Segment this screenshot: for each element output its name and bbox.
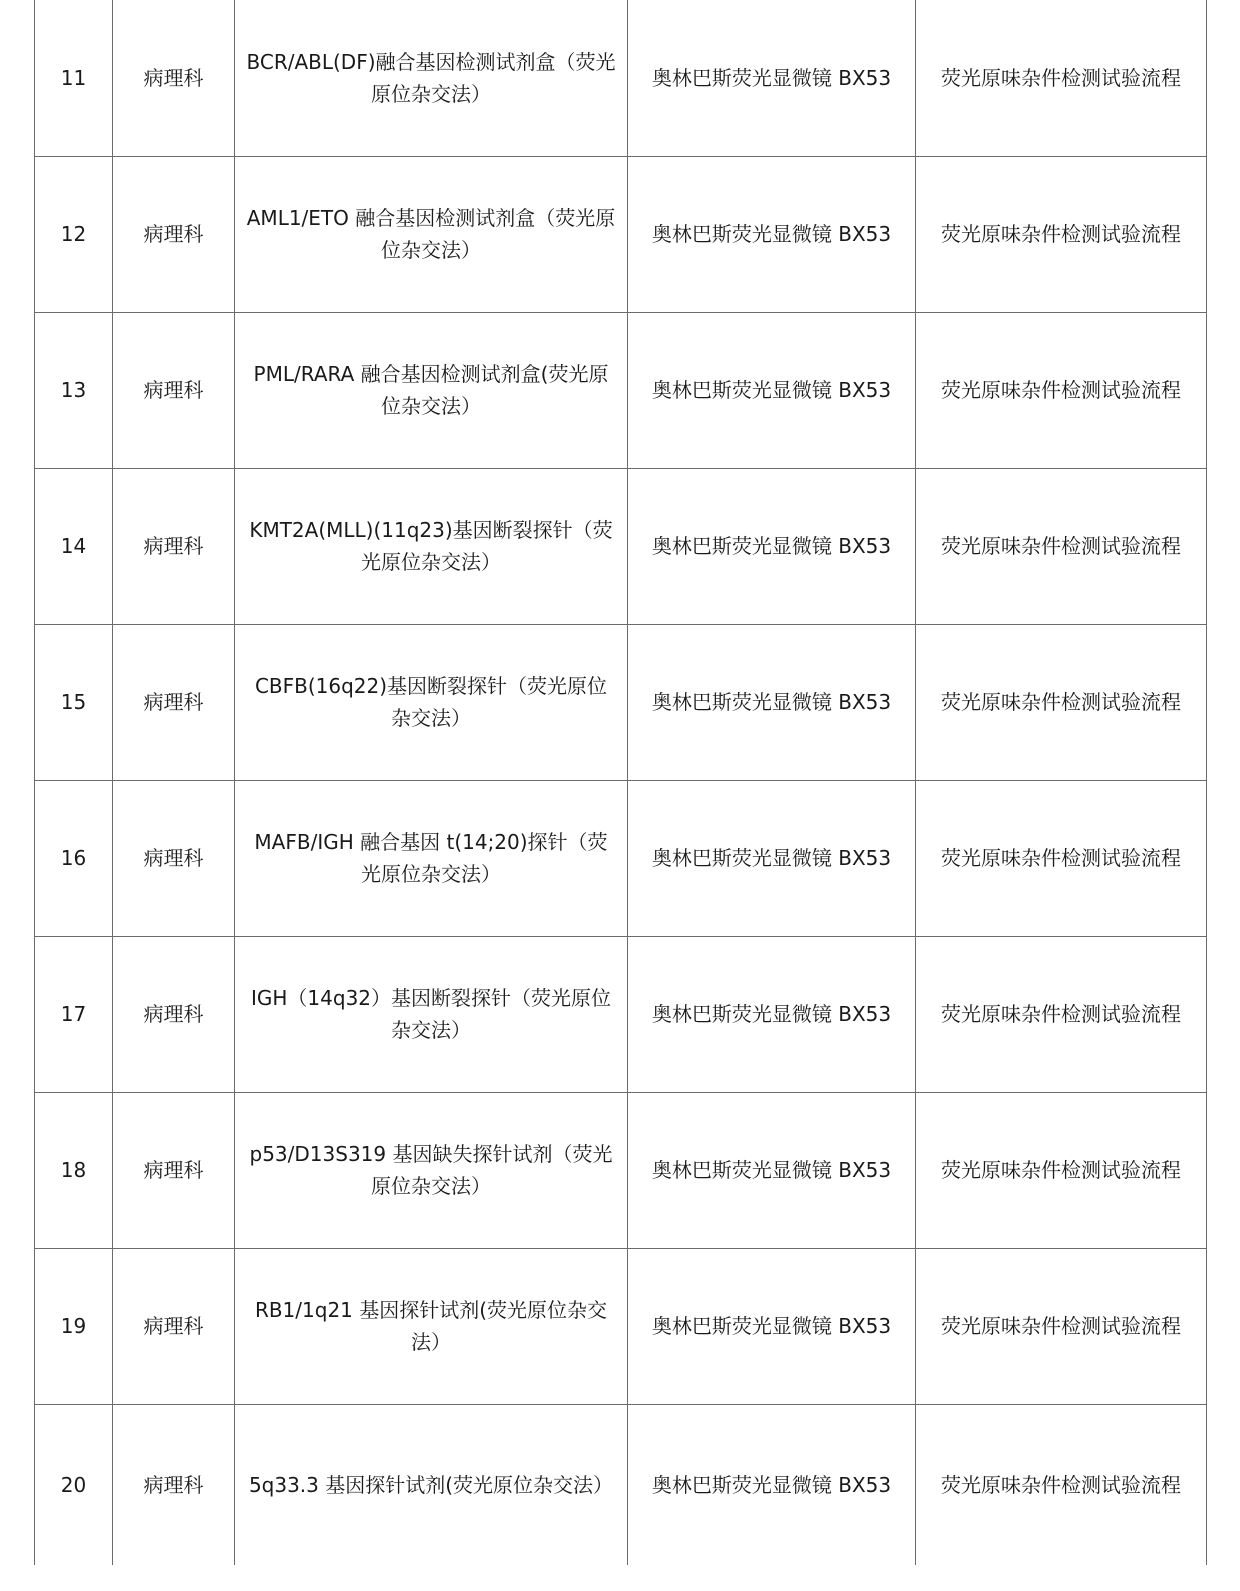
- department-cell: 病理科: [113, 936, 235, 1092]
- table-row: [35, 468, 1207, 624]
- row-number: 20: [35, 1404, 113, 1565]
- instrument-cell: 奥林巴斯荧光显微镜 BX53: [628, 312, 916, 468]
- instrument-cell: 奥林巴斯荧光显微镜 BX53: [628, 1404, 916, 1565]
- instrument-cell: 奥林巴斯荧光显微镜 BX53: [628, 624, 916, 780]
- row-number: 19: [35, 1248, 113, 1404]
- instrument-cell: 奥林巴斯荧光显微镜 BX53: [628, 936, 916, 1092]
- row-number: 17: [35, 936, 113, 1092]
- reagent-cell: KMT2A(MLL)(11q23)基因断裂探针（荧光原位杂交法）: [235, 468, 628, 624]
- procedure-cell: 荧光原味杂件检测试验流程: [916, 312, 1207, 468]
- reagent-cell: RB1/1q21 基因探针试剂(荧光原位杂交法）: [235, 1248, 628, 1404]
- department-cell: 病理科: [113, 0, 235, 156]
- procedure-cell: 荧光原味杂件检测试验流程: [916, 936, 1207, 1092]
- table-row: [35, 1248, 1207, 1404]
- department-cell: 病理科: [113, 312, 235, 468]
- procedure-cell: 荧光原味杂件检测试验流程: [916, 1092, 1207, 1248]
- instrument-cell: 奥林巴斯荧光显微镜 BX53: [628, 156, 916, 312]
- table-row: [35, 0, 1207, 156]
- instrument-cell: 奥林巴斯荧光显微镜 BX53: [628, 0, 916, 156]
- instrument-cell: 奥林巴斯荧光显微镜 BX53: [628, 780, 916, 936]
- procedure-cell: 荧光原味杂件检测试验流程: [916, 780, 1207, 936]
- procedure-cell: 荧光原味杂件检测试验流程: [916, 1248, 1207, 1404]
- reagent-cell: MAFB/IGH 融合基因 t(14;20)探针（荧光原位杂交法）: [235, 780, 628, 936]
- reagent-cell: 5q33.3 基因探针试剂(荧光原位杂交法）: [235, 1404, 628, 1565]
- procedure-cell: 荧光原味杂件检测试验流程: [916, 156, 1207, 312]
- department-cell: 病理科: [113, 468, 235, 624]
- procedure-cell: 荧光原味杂件检测试验流程: [916, 1404, 1207, 1565]
- procedure-cell: 荧光原味杂件检测试验流程: [916, 0, 1207, 156]
- table-row: [35, 936, 1207, 1092]
- instrument-cell: 奥林巴斯荧光显微镜 BX53: [628, 1248, 916, 1404]
- reagent-cell: AML1/ETO 融合基因检测试剂盒（荧光原位杂交法）: [235, 156, 628, 312]
- table-row: [35, 156, 1207, 312]
- table-row: [35, 1404, 1207, 1565]
- table-row: [35, 312, 1207, 468]
- department-cell: 病理科: [113, 156, 235, 312]
- reagent-table: [34, 0, 1207, 1565]
- table-row: [35, 780, 1207, 936]
- reagent-cell: BCR/ABL(DF)融合基因检测试剂盒（荧光原位杂交法）: [235, 0, 628, 156]
- table-row: [35, 1092, 1207, 1248]
- department-cell: 病理科: [113, 624, 235, 780]
- instrument-cell: 奥林巴斯荧光显微镜 BX53: [628, 468, 916, 624]
- row-number: 15: [35, 624, 113, 780]
- procedure-cell: 荧光原味杂件检测试验流程: [916, 624, 1207, 780]
- reagent-cell: IGH（14q32）基因断裂探针（荧光原位杂交法）: [235, 936, 628, 1092]
- table-row: [35, 624, 1207, 780]
- row-number: 11: [35, 0, 113, 156]
- department-cell: 病理科: [113, 1404, 235, 1565]
- row-number: 18: [35, 1092, 113, 1248]
- procedure-cell: 荧光原味杂件检测试验流程: [916, 468, 1207, 624]
- row-number: 13: [35, 312, 113, 468]
- row-number: 16: [35, 780, 113, 936]
- reagent-cell: CBFB(16q22)基因断裂探针（荧光原位杂交法）: [235, 624, 628, 780]
- reagent-cell: PML/RARA 融合基因检测试剂盒(荧光原位杂交法）: [235, 312, 628, 468]
- row-number: 14: [35, 468, 113, 624]
- instrument-cell: 奥林巴斯荧光显微镜 BX53: [628, 1092, 916, 1248]
- row-number: 12: [35, 156, 113, 312]
- department-cell: 病理科: [113, 1092, 235, 1248]
- reagent-cell: p53/D13S319 基因缺失探针试剂（荧光原位杂交法）: [235, 1092, 628, 1248]
- department-cell: 病理科: [113, 780, 235, 936]
- department-cell: 病理科: [113, 1248, 235, 1404]
